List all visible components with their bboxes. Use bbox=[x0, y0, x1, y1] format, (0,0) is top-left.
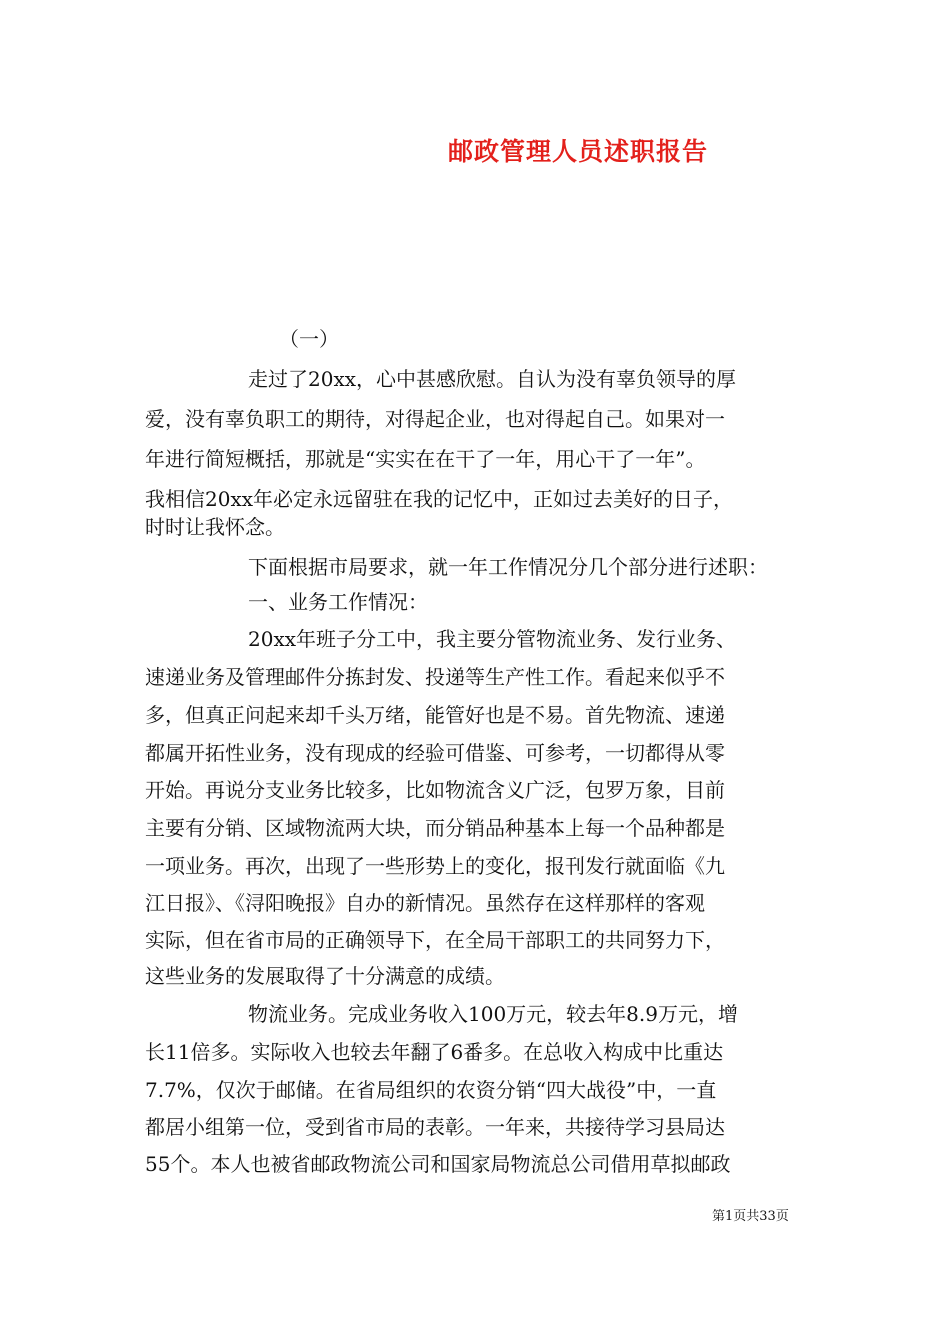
paragraph-line: 长11倍多。实际收入也较去年翻了6番多。在总收入构成中比重达 bbox=[145, 1040, 724, 1064]
section-number: （一） bbox=[279, 327, 339, 351]
document-title: 邮政管理人员述职报告 bbox=[448, 137, 709, 166]
paragraph-line: 多，但真正问起来却千头万绪，能管好也是不易。首先物流、速递 bbox=[145, 703, 725, 727]
paragraph-line: 实际，但在省市局的正确领导下，在全局干部职工的共同努力下， bbox=[145, 928, 725, 952]
paragraph-line: 走过了20xx，心中甚感欣慰。自认为没有辜负领导的厚 bbox=[248, 367, 737, 391]
paragraph-line: 我相信20xx年必定永远留驻在我的记忆中，正如过去美好的日子， bbox=[145, 487, 734, 511]
paragraph-line: 速递业务及管理邮件分拣封发、投递等生产性工作。看起来似乎不 bbox=[145, 665, 725, 689]
paragraph-line: 时时让我怀念。 bbox=[145, 515, 285, 539]
page-footer: 第1页共33页 bbox=[712, 1209, 789, 1224]
paragraph-line: 都居小组第一位，受到省市局的表彰。一年来，共接待学习县局达 bbox=[145, 1115, 725, 1139]
paragraph-line: 这些业务的发展取得了十分满意的成绩。 bbox=[145, 964, 505, 988]
paragraph-line: 都属开拓性业务，没有现成的经验可借鉴、可参考，一切都得从零 bbox=[145, 741, 725, 765]
paragraph-line: 物流业务。完成业务收入100万元，较去年8.9万元，增 bbox=[248, 1002, 738, 1026]
paragraph-line: 主要有分销、区域物流两大块，而分销品种基本上每一个品种都是 bbox=[145, 816, 725, 840]
paragraph-line: 江日报》、《浔阳晚报》自办的新情况。虽然存在这样那样的客观 bbox=[145, 891, 705, 915]
paragraph-line: 爱，没有辜负职工的期待，对得起企业，也对得起自己。如果对一 bbox=[145, 407, 725, 431]
paragraph-line: 20xx年班子分工中，我主要分管物流业务、发行业务、 bbox=[248, 627, 737, 651]
paragraph-line: 开始。再说分支业务比较多，比如物流含义广泛，包罗万象，目前 bbox=[145, 778, 725, 802]
paragraph-line: 下面根据市局要求，就一年工作情况分几个部分进行述职： bbox=[248, 555, 768, 579]
paragraph-line: 一项业务。再次，出现了一些形势上的变化，报刊发行就面临《九 bbox=[145, 854, 725, 878]
section-heading: 一、业务工作情况： bbox=[248, 590, 428, 614]
paragraph-line: 年进行简短概括，那就是“实实在在干了一年，用心干了一年”。 bbox=[145, 447, 706, 471]
paragraph-line: 55个。本人也被省邮政物流公司和国家局物流总公司借用草拟邮政 bbox=[145, 1152, 731, 1176]
paragraph-line: 7.7%，仅次于邮储。在省局组织的农资分销“四大战役”中，一直 bbox=[145, 1078, 717, 1102]
